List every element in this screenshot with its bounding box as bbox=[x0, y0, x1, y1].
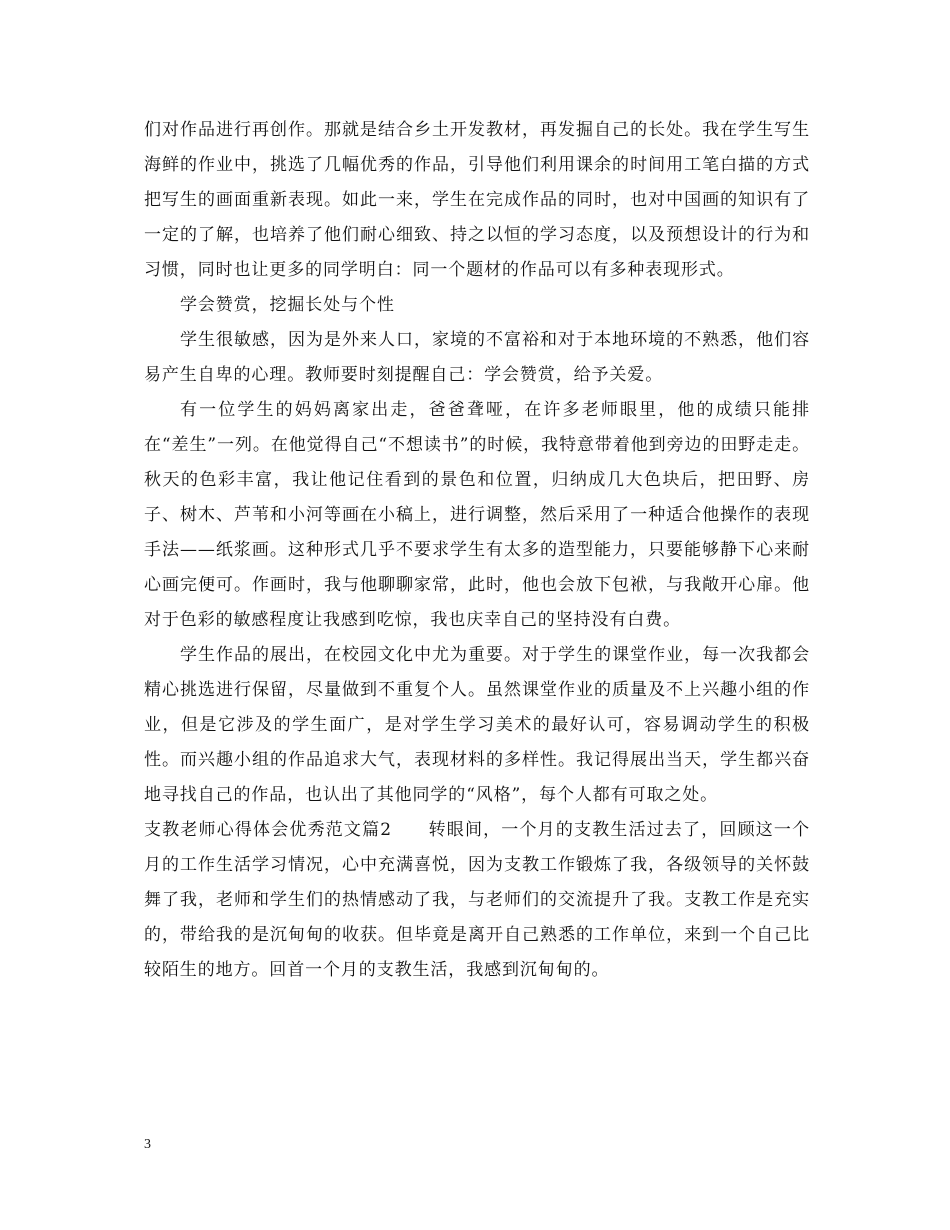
paragraph: 支教老师心得体会优秀范文篇2 转眼间，一个月的支教生活过去了，回顾这一个月的工作生活学习情况，心中充满喜悦，因为支教工作锻炼了我，各级领导的关怀鼓舞了我，老师和学生们的热情感动了我，与老师们的交流提升了我。支教工作是充实的，带给我的是沉甸甸的收获。但毕竟是离开自己熟悉的工作单位，来到一个自己比较陌生的地方。回首一个月的支教生活，我感到沉甸甸的。 bbox=[144, 820, 810, 980]
paragraph: 有一位学生的妈妈离家出走，爸爸聋哑，在许多老师眼里，他的成绩只能排在“差生”一列。在他觉得自己“不想读书”的时候，我特意带着他到旁边的田野走走。秋天的色彩丰富，我让他记住看到的景色和位置，归纳成几大色块后，把田野、房子、树木、芦苇和小河等画在小稿上，进行调整，然后采用了一种适合他操作的表现手法——纸浆画。这种形式几乎不要求学生有太多的造型能力，只要能够静下心来耐心画完便可。作画时，我与他聊聊家常，此时，他也会放下包袱，与我敞开心扉。他对于色彩的敏感程度让我感到吃惊，我也庆幸自己的坚持没有白费。 bbox=[144, 400, 810, 630]
paragraph: 学生很敏感，因为是外来人口，家境的不富裕和对于本地环境的不熟悉，他们容易产生自卑的心理。教师要时刻提醒自己：学会赞赏，给予关爱。 bbox=[144, 330, 810, 385]
page-number: 3 bbox=[144, 1137, 151, 1152]
paragraph: 们对作品进行再创作。那就是结合乡土开发教材，再发掘自己的长处。我在学生写生海鲜的作业中，挑选了几幅优秀的作品，引导他们利用课余的时间用工笔白描的方式把写生的画面重新表现。如此一来，学生在完成作品的同时，也对中国画的知识有了一定的了解，也培养了他们耐心细致、持之以恒的学习态度，以及预想设计的行为和习惯，同时也让更多的同学明白：同一个题材的作品可以有多种表现形式。 bbox=[144, 120, 810, 280]
section-heading: 学会赞赏，挖掘长处与个性 bbox=[180, 295, 395, 315]
paragraph: 学生作品的展出，在校园文化中尤为重要。对于学生的课堂作业，每一次我都会精心挑选进行保留，尽量做到不重复个人。虽然课堂作业的质量及不上兴趣小组的作业，但是它涉及的学生面广，是对学生学习美术的最好认可，容易调动学生的积极性。而兴趣小组的作品追求大气，表现材料的多样性。我记得展出当天，学生都兴奋地寻找自己的作品，也认出了其他同学的“风格”，每个人都有可取之处。 bbox=[144, 645, 810, 805]
document-body bbox=[144, 113, 810, 988]
